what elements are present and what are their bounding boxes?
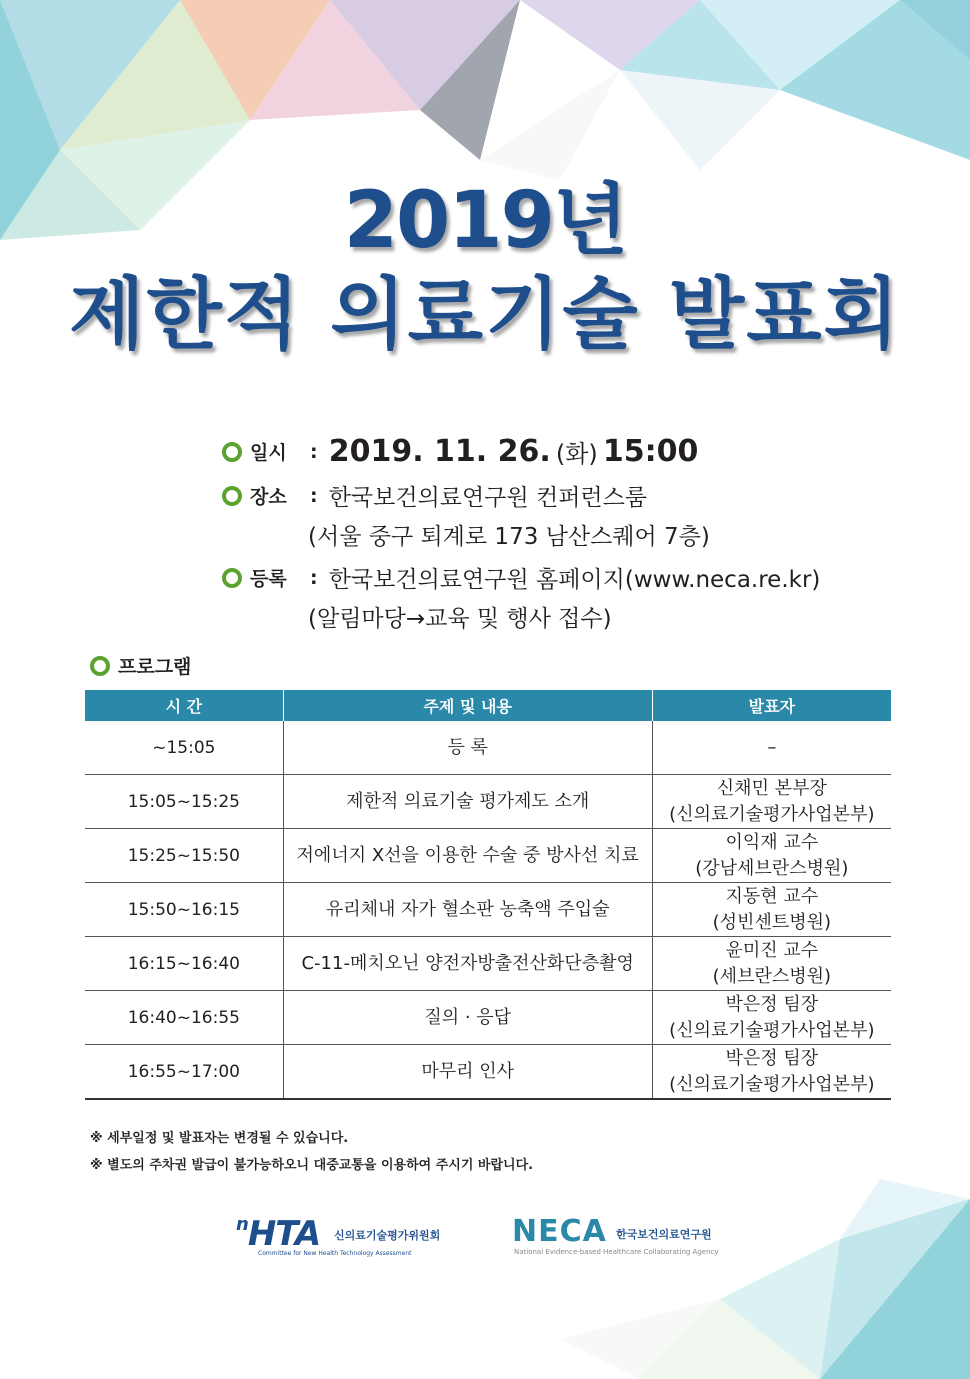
presenter-name: 윤미진 교수 bbox=[725, 939, 819, 961]
row-topic: 제한적 의료기술 평가제도 소개 bbox=[283, 775, 652, 829]
header-topic: 주제 및 내용 bbox=[283, 690, 652, 721]
header-time: 시 간 bbox=[85, 690, 283, 721]
venue-label: 장소 bbox=[250, 486, 287, 508]
venue-address: (서울 중구 퇴계로 173 남산스퀘어 7층) bbox=[308, 524, 710, 550]
header-presenter: 발표자 bbox=[652, 690, 891, 721]
bullet-icon bbox=[222, 442, 242, 462]
row-presenter bbox=[652, 991, 891, 1045]
presenter-name: – bbox=[767, 736, 777, 758]
info-registration bbox=[222, 561, 922, 633]
table-row bbox=[85, 721, 891, 775]
bullet-icon bbox=[222, 568, 242, 588]
registration-value: 한국보건의료연구원 홈페이지(www.neca.re.kr) bbox=[328, 567, 821, 593]
neca-logo-korean: 한국보건의료연구원 bbox=[616, 1228, 712, 1241]
colon: : bbox=[310, 566, 318, 589]
neca-logo bbox=[512, 1214, 752, 1264]
neca-logo-english: National Evidence-based Healthcare Collaborating Agency bbox=[514, 1248, 719, 1256]
row-topic: 유리체내 자가 혈소판 농축액 주입술 bbox=[283, 883, 652, 937]
bullet-icon bbox=[90, 656, 110, 676]
hta-logo-korean: 신의료기술평가위원회 bbox=[334, 1229, 441, 1242]
presenter-affiliation: (신의료기술평가사업본부) bbox=[669, 1073, 875, 1095]
date-label: 일시 bbox=[250, 442, 287, 464]
hta-logo-letters: HTA bbox=[247, 1214, 321, 1254]
presenter-affiliation: (세브란스병원) bbox=[712, 965, 832, 987]
registration-path: (알림마당→교육 및 행사 접수) bbox=[308, 606, 612, 632]
row-time: 16:40~16:55 bbox=[85, 991, 283, 1045]
bullet-icon bbox=[222, 486, 242, 506]
row-topic: C-11-메치오닌 양전자방출전산화단층촬영 bbox=[283, 937, 652, 991]
day-value: (화) bbox=[555, 440, 598, 468]
row-time: ~15:05 bbox=[85, 721, 283, 775]
row-presenter bbox=[652, 1045, 891, 1100]
table-row bbox=[85, 829, 891, 883]
presenter-name: 이익재 교수 bbox=[725, 831, 819, 853]
colon: : bbox=[310, 484, 318, 507]
registration-label: 등록 bbox=[250, 568, 287, 590]
table-row bbox=[85, 883, 891, 937]
table-row bbox=[85, 775, 891, 829]
presenter-affiliation: (강남세브란스병원) bbox=[695, 857, 849, 879]
colon: : bbox=[310, 440, 318, 463]
info-date bbox=[222, 434, 922, 469]
program-heading bbox=[90, 652, 191, 679]
event-info bbox=[222, 434, 922, 643]
presenter-affiliation: (신의료기술평가사업본부) bbox=[669, 803, 875, 825]
venue-value: 한국보건의료연구원 컨퍼런스룸 bbox=[328, 485, 648, 511]
row-time: 16:55~17:00 bbox=[85, 1045, 283, 1100]
title-main: 제한적 의료기술 발표회 bbox=[69, 270, 901, 360]
hta-logo-english: Committee for New Health Technology Assessment bbox=[258, 1250, 412, 1257]
note-schedule-change: ※ 세부일정 및 발표자는 변경될 수 있습니다. bbox=[90, 1131, 349, 1146]
date-value: 2019. 11. 26. bbox=[328, 434, 551, 469]
program-table bbox=[85, 690, 891, 1100]
row-topic: 등 록 bbox=[283, 721, 652, 775]
hta-logo bbox=[236, 1212, 446, 1264]
time-value: 15:00 bbox=[602, 434, 699, 469]
hta-logo-n: n bbox=[236, 1214, 248, 1235]
hta-logo-mark bbox=[236, 1214, 320, 1254]
table-header-row bbox=[85, 690, 891, 721]
presenter-name: 박은정 팀장 bbox=[725, 1047, 819, 1069]
presenter-name: 박은정 팀장 bbox=[725, 993, 819, 1015]
decorative-background-bottom bbox=[0, 1179, 970, 1379]
presenter-affiliation: (성빈센트병원) bbox=[712, 911, 832, 933]
row-topic: 저에너지 X선을 이용한 수술 중 방사선 치료 bbox=[283, 829, 652, 883]
row-presenter bbox=[652, 775, 891, 829]
info-venue bbox=[222, 479, 922, 551]
row-presenter bbox=[652, 883, 891, 937]
note-parking: ※ 별도의 주차권 발급이 불가능하오니 대중교통을 이용하여 주시기 바랍니다. bbox=[90, 1158, 534, 1173]
presenter-name: 지동현 교수 bbox=[725, 885, 819, 907]
notes bbox=[90, 1127, 533, 1181]
neca-logo-letters: NECA bbox=[512, 1214, 607, 1249]
row-topic: 질의 · 응답 bbox=[283, 991, 652, 1045]
title-year: 2019년 bbox=[343, 176, 627, 266]
row-time: 16:15~16:40 bbox=[85, 937, 283, 991]
presenter-affiliation: (신의료기술평가사업본부) bbox=[669, 1019, 875, 1041]
row-presenter bbox=[652, 721, 891, 775]
row-presenter bbox=[652, 937, 891, 991]
row-time: 15:25~15:50 bbox=[85, 829, 283, 883]
row-presenter bbox=[652, 829, 891, 883]
row-topic: 마무리 인사 bbox=[283, 1045, 652, 1100]
table-row bbox=[85, 1045, 891, 1100]
presenter-name: 신채민 본부장 bbox=[716, 777, 827, 799]
row-time: 15:50~16:15 bbox=[85, 883, 283, 937]
row-time: 15:05~15:25 bbox=[85, 775, 283, 829]
program-heading-label: 프로그램 bbox=[118, 656, 192, 678]
table-row bbox=[85, 991, 891, 1045]
table-row bbox=[85, 937, 891, 991]
